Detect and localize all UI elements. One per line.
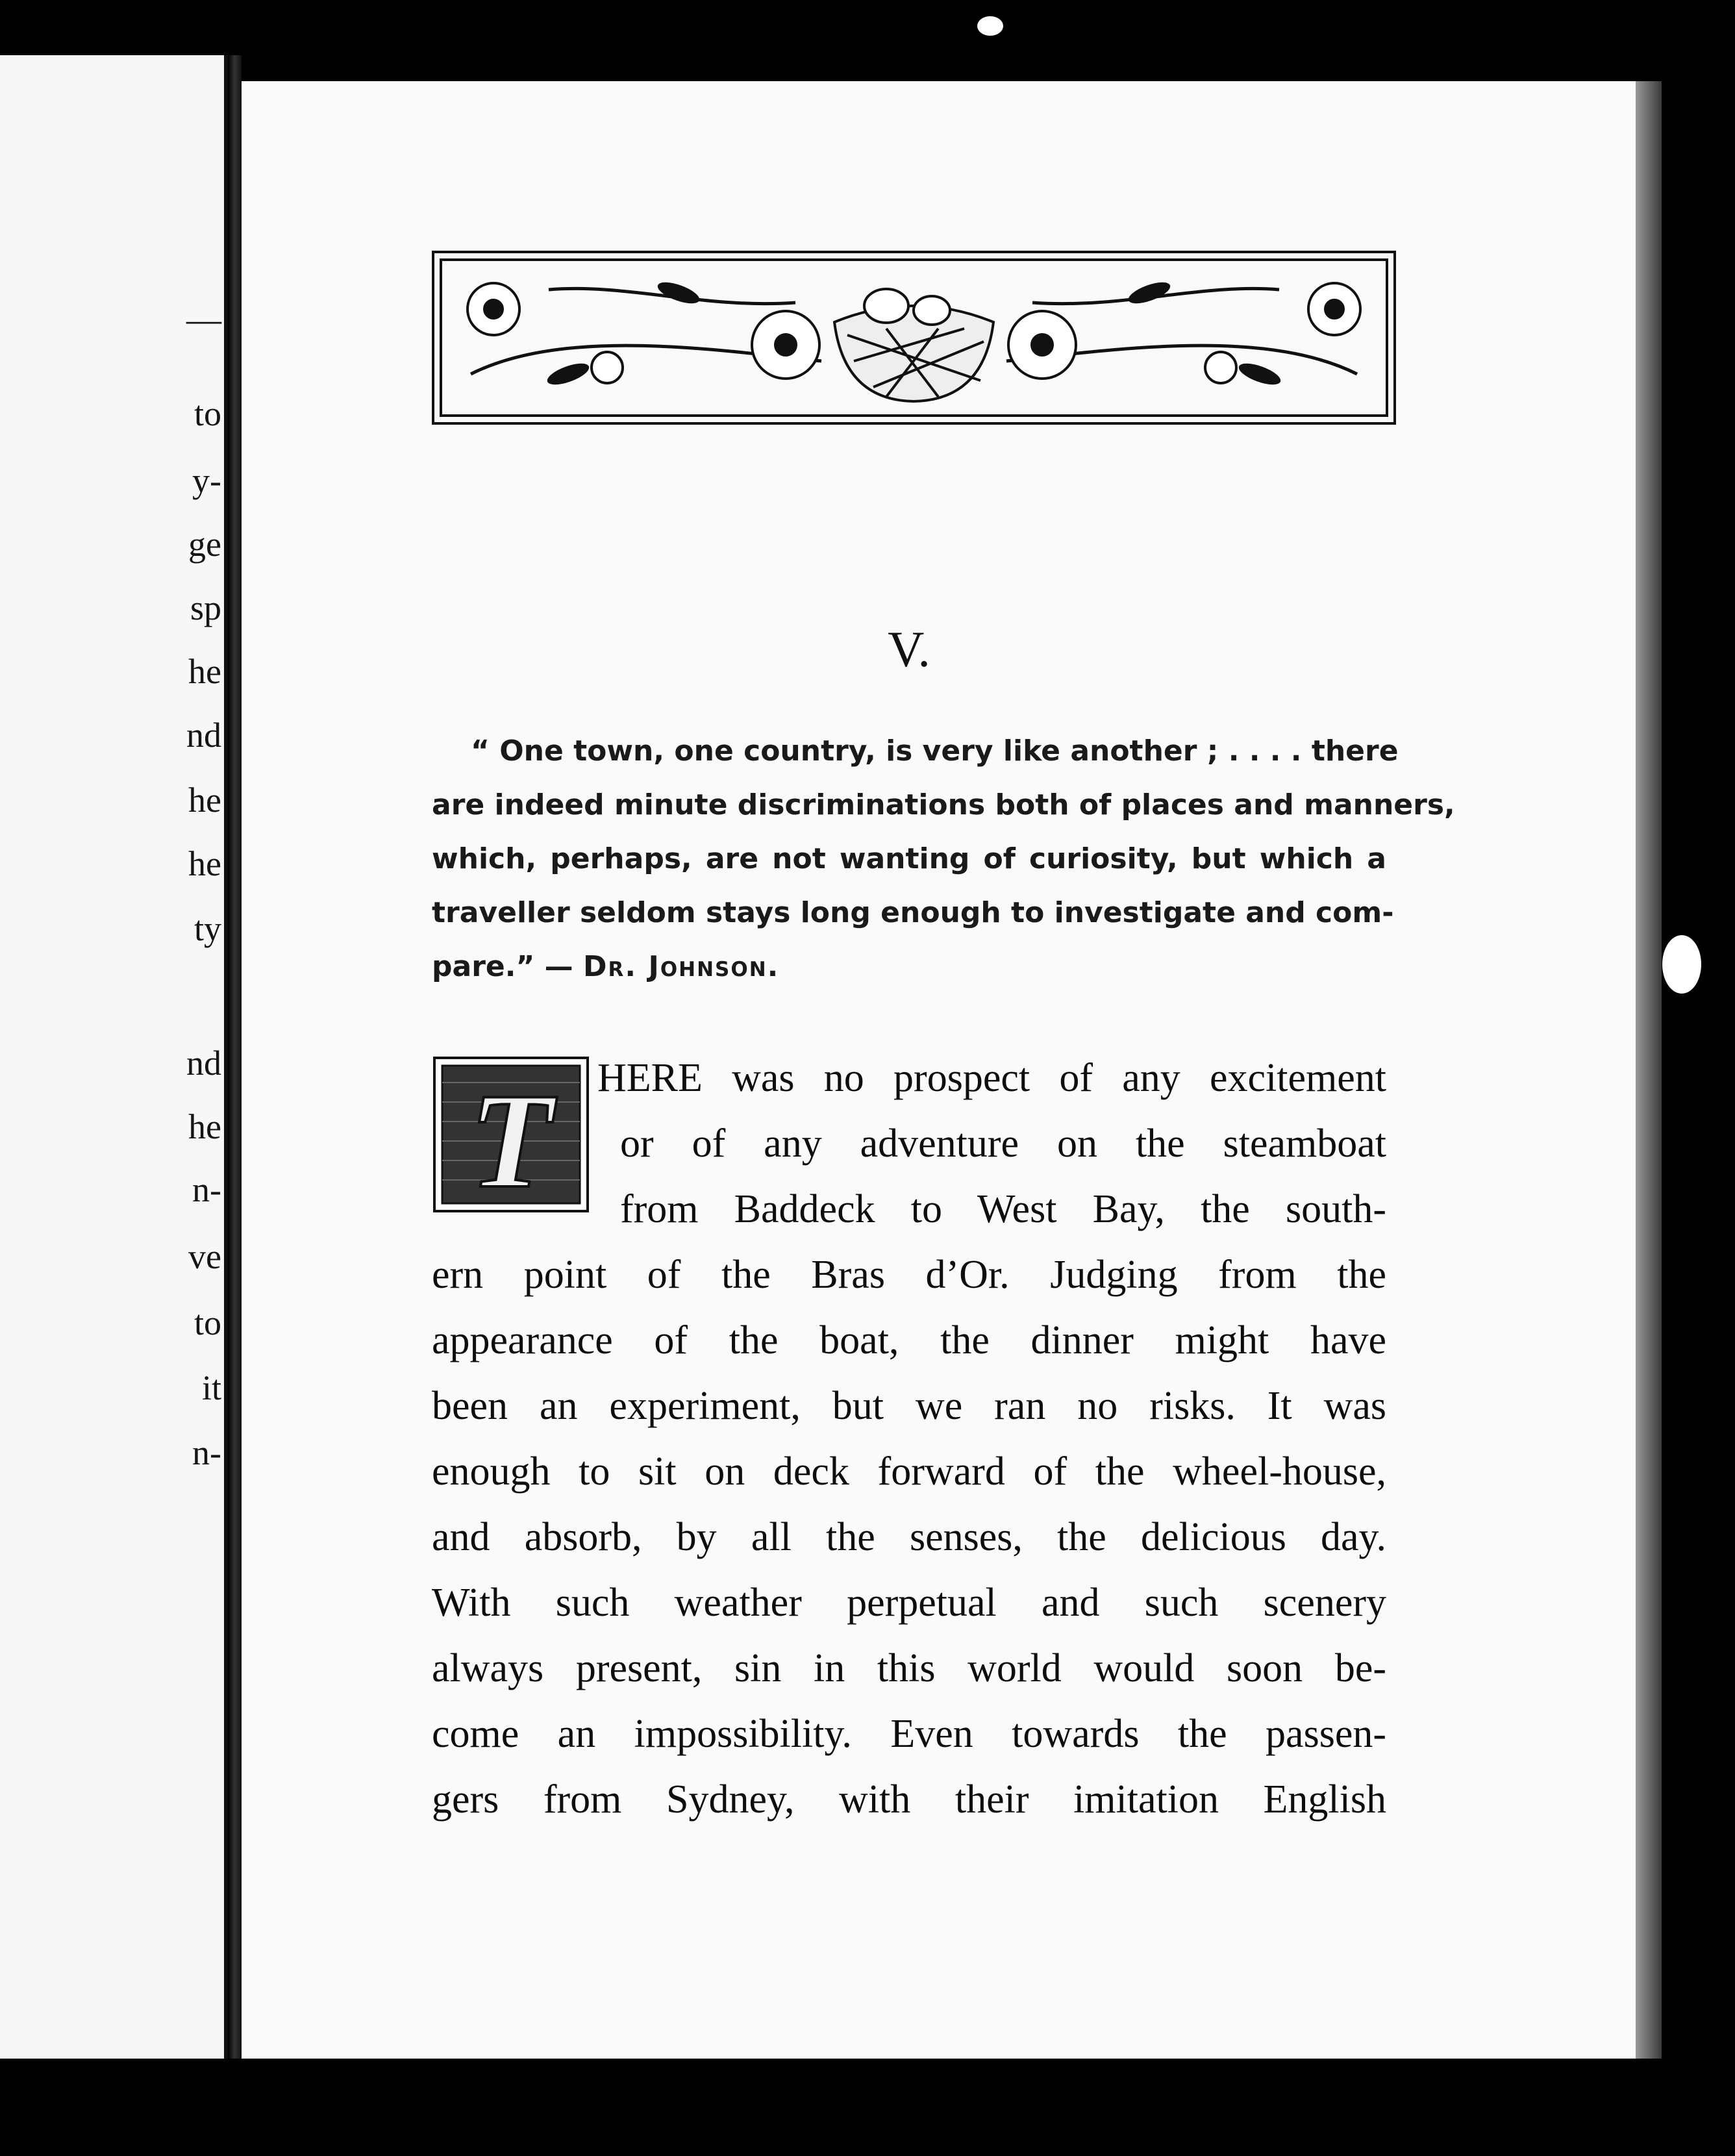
left-page-fragment: he	[188, 781, 221, 820]
body-line: HERE was no prospect of any excitement	[597, 1056, 1386, 1100]
left-page-fragment: to	[193, 394, 221, 433]
body-line: ern point of the Bras d’Or. Judging from the	[432, 1253, 1386, 1297]
body-line: and absorb, by all the senses, the delicious day.	[432, 1515, 1386, 1559]
left-page-fragment: ge	[188, 525, 221, 564]
page-edge-shadow	[1636, 81, 1662, 2059]
book-gutter	[228, 55, 242, 2059]
body-paragraph	[432, 1046, 1386, 1833]
body-line: come an impossibility. Even towards the passen-	[432, 1712, 1386, 1756]
left-page-fragment: ve	[188, 1237, 221, 1276]
body-line: been an experiment, but we ran no risks. It was	[432, 1384, 1386, 1428]
body-line: enough to sit on deck forward of the wheel-house,	[432, 1449, 1386, 1494]
left-page-fragment: y-	[192, 461, 221, 500]
epigraph-line: are indeed minute discriminations both of places and manners,	[432, 788, 1455, 821]
floral-headpiece-ornament	[432, 251, 1396, 425]
paper-tear	[1662, 935, 1701, 994]
epigraph-attribution: Dr. Johnson.	[583, 950, 780, 983]
left-page-fragment: sp	[190, 588, 221, 627]
body-line: appearance of the boat, the dinner might have	[432, 1318, 1386, 1362]
left-page-fragment: he	[188, 1107, 221, 1146]
epigraph-line: pare.” —	[432, 950, 573, 983]
epigraph-line: traveller seldom stays long enough to investigate and com-	[432, 896, 1394, 929]
body-line: gers from Sydney, with their imitation English	[432, 1777, 1386, 1822]
epigraph-line: “ One town, one country, is very like another ; . . . . there	[471, 734, 1399, 768]
left-page-fragment: it	[201, 1368, 221, 1407]
body-line: With such weather perpetual and such scenery	[432, 1581, 1386, 1625]
body-line: or of any adventure on the steamboat	[620, 1122, 1386, 1166]
left-page-fragment: nd	[186, 716, 221, 755]
left-page-fragment: n-	[192, 1170, 221, 1209]
left-facing-page	[0, 55, 228, 2059]
left-page-fragment: n-	[192, 1433, 221, 1472]
epigraph	[432, 724, 1455, 994]
left-page-fragment: to	[193, 1303, 221, 1342]
body-line: always present, sin in this world would soon be-	[432, 1646, 1386, 1690]
left-page-fragment: —	[186, 300, 221, 339]
epigraph-last-line	[432, 940, 1386, 994]
drop-cap-letter: T	[469, 1066, 553, 1212]
epigraph-line: which, perhaps, are not wanting of curiosity, but which a	[432, 842, 1386, 875]
paper-speck	[977, 16, 1003, 36]
chapter-number: V.	[888, 621, 930, 677]
left-page-fragment: ty	[193, 909, 221, 948]
left-page-fragment: he	[188, 652, 221, 691]
left-page-fragment: nd	[186, 1044, 221, 1083]
left-page-fragment: he	[188, 844, 221, 883]
body-line: from Baddeck to West Bay, the south-	[620, 1187, 1386, 1231]
